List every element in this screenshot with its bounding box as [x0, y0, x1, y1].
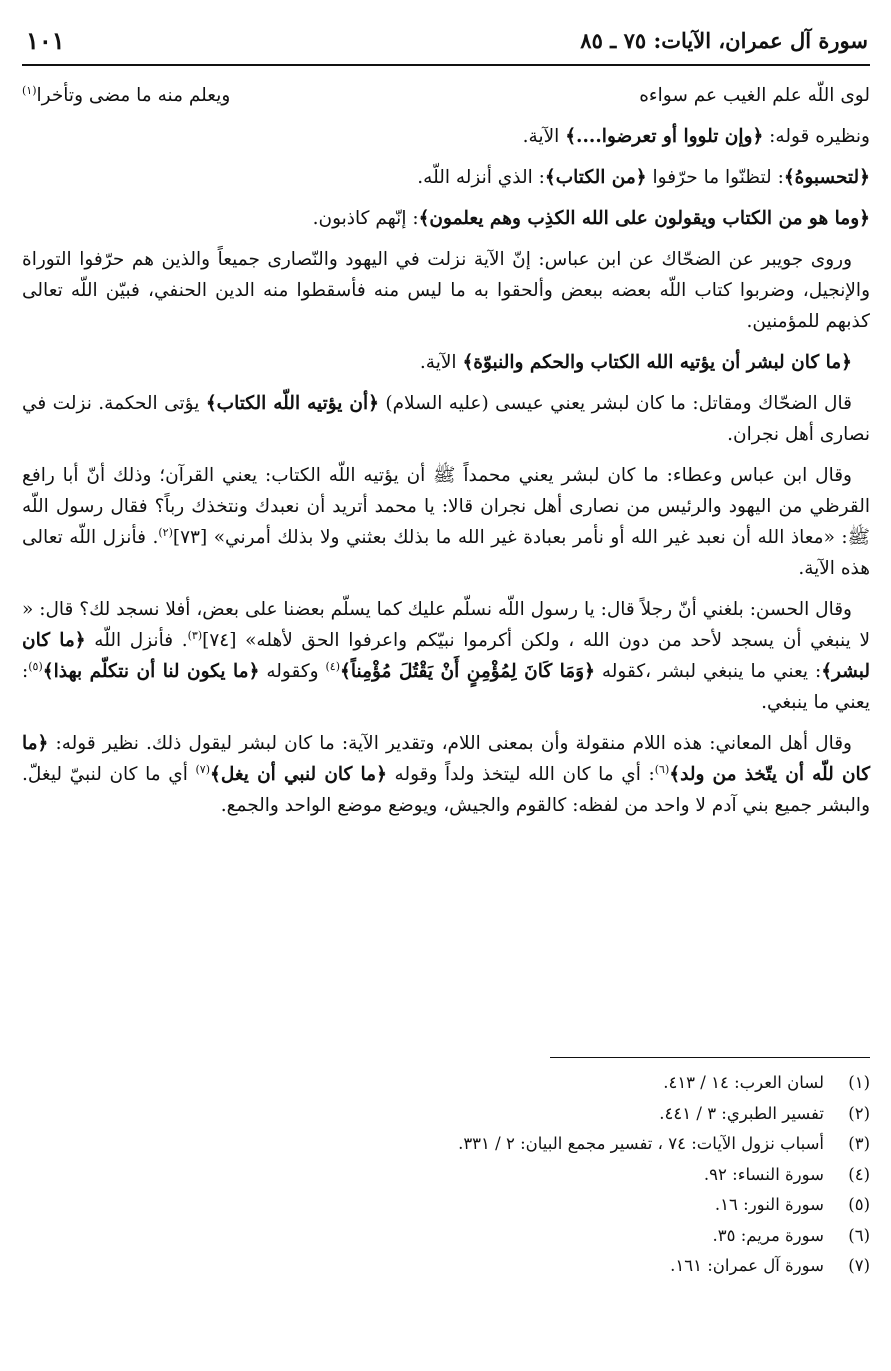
paragraph-text: : يعني ما ينبغي.: [22, 661, 870, 713]
footnote-text: أسباب نزول الآيات: ٧٤ ، تفسير مجمع البيان: ٢ / ٣٣١.: [458, 1134, 824, 1153]
quran-quote: ﴿ما كان للّه أن يتّخذ من ولد﴾: [22, 733, 871, 785]
footnote-item: [22, 1251, 870, 1282]
footnote-text: سورة آل عمران: ١٦١.: [670, 1256, 824, 1275]
quran-quote: ﴿أن يؤتيه اللّه الكتاب﴾: [205, 393, 379, 414]
paragraph-text: وقال ابن عباس وعطاء: ما كان لبشر يعني محمداً ﷺ أن يؤتيه اللّه الكتاب: يعني القرآن؛ وذلك أنّ أبا رافع القرظي من اليهود والرئيس من نصارى أهل نجران قالا: يا محمد أتريد أن نعبدك ونتخذك رباً؟ فقال رسول اللّه ﷺ: «معاذ الله أن نعبد غير الله أو نأمر بعبادة غير الله ما بذلك بعثني ولا بذلك أمرني» [٧٣]: [22, 465, 870, 548]
footnote-number: (٧): [848, 1256, 870, 1275]
paragraph: [22, 121, 870, 152]
paragraph: [22, 594, 870, 718]
paragraph-text: ونظيره قوله:: [763, 126, 870, 147]
paragraph: [22, 244, 870, 337]
paragraph-text: . فأنزل اللّه تعالى هذه الآية.: [22, 527, 870, 579]
paragraph-text: يؤتى الحكمة. نزلت في نصارى أهل نجران.: [22, 393, 870, 445]
footnote-item: [22, 1190, 870, 1221]
footnote-item: [22, 1160, 870, 1191]
footnote-item: [22, 1068, 870, 1099]
paragraph-text: : الذي أنزله اللّه.: [417, 167, 545, 188]
page-header: [22, 22, 870, 66]
footnote-ref: (١): [22, 83, 37, 97]
paragraph: [22, 728, 870, 821]
poetry-verse: [22, 80, 870, 111]
quran-quote: ﴿من الكتاب﴾: [544, 167, 647, 188]
footnote-text: سورة النور: ١٦.: [714, 1195, 824, 1214]
footnote-ref: (٣): [187, 628, 203, 642]
footnote-number: (٦): [848, 1225, 870, 1245]
main-text: [22, 80, 870, 821]
paragraph-text: الآية.: [419, 352, 463, 373]
paragraph-text: . فأنزل اللّه: [85, 630, 188, 651]
paragraph-text: وقال الحسن: بلغني أنّ رجلاً قال: يا رسول اللّه نسلّم عليك كما يسلّم بعضنا على بعض، أفلا نسجد لك؟ قال: « لا ينبغي أن يسجد لأحد من دون الله ، ولكن أكرموا نبيّكم واعرفوا الحق لأهله» [٧٤]: [22, 599, 870, 651]
quran-quote: ﴿ما كان لبشر أن يؤتيه الله الكتاب والحكم والنبوّة﴾: [462, 352, 852, 373]
footnote-item: [22, 1099, 870, 1130]
verse-hemistich-second-text: ويعلم منه ما مضى وتأخرا: [36, 85, 231, 106]
paragraph: [22, 203, 870, 234]
page-title: سورة آل عمران، الآيات: ٧٥ ـ ٨٥: [580, 28, 868, 53]
quran-quote: ﴿وإن تلووا أو تعرضوا....﴾: [565, 126, 764, 147]
footnote-ref: (٦): [654, 762, 670, 776]
paragraph: [22, 162, 870, 193]
quran-quote: ﴿ما كان لنبي أن يغل﴾: [209, 764, 387, 785]
footnote-ref: (٢): [158, 525, 173, 539]
verse-hemistich-second: [22, 80, 230, 111]
footnotes: [22, 1057, 870, 1282]
footnote-divider: [550, 1057, 870, 1058]
paragraph-text: وروى جويبر عن الضحّاك عن ابن عباس: إنّ الآية نزلت في اليهود والنّصارى جميعاً والذين هم حرّفوا التوراة والإنجيل، وضربوا كتاب اللّه بعضه ببعض وألحقوا به ما ليس منه فأسقطوا منه الدين الحنفي، فبيّن اللّه تعالى كذبهم للمؤمنين.: [22, 249, 870, 332]
page-number: ١٠١: [26, 26, 65, 55]
footnote-ref: (٧): [195, 762, 210, 776]
footnote-number: (٤): [848, 1164, 870, 1184]
footnote-list: [22, 1068, 870, 1282]
paragraph: [22, 347, 870, 378]
quran-quote: ﴿وما هو من الكتاب ويقولون على الله الكذِب وهم يعلمون﴾: [418, 208, 870, 229]
paragraph-text: : لتظنّوا ما حرّفوا: [646, 167, 784, 188]
paragraph-text: : إنّهم كاذبون.: [312, 208, 419, 229]
paragraphs: [22, 121, 870, 821]
footnote-ref: (٤): [325, 659, 341, 673]
footnote-text: سورة مريم: ٣٥.: [712, 1225, 824, 1245]
paragraph-text: قال الضحّاك ومقاتل: ما كان لبشر يعني عيسى (عليه السلام): [378, 393, 852, 414]
footnote-text: تفسير الطبري: ٣ / ٤٤١.: [659, 1103, 824, 1123]
footnote-item: [22, 1221, 870, 1252]
footnote-item: [22, 1129, 870, 1160]
footnote-number: (٢): [848, 1103, 870, 1123]
paragraph-text: أي ما كان لنبيّ ليغلّ. والبشر جميع بني آدم لا واحد من لفظه: كالقوم والجيش، ويوضع موضع الواحد والجمع.: [22, 764, 870, 816]
quran-quote: ﴿ما يكون لنا أن نتكلّم بهذا﴾: [42, 661, 260, 682]
paragraph-text: : يعني ما ينبغي لبشر ،كقوله: [594, 661, 822, 682]
page: [22, 22, 871, 1275]
paragraph: [22, 388, 870, 450]
paragraph-text: : أي ما كان الله ليتخذ ولداً وقوله: [386, 764, 655, 785]
quran-quote: ﴿لتحسبوهُ﴾: [783, 167, 870, 188]
footnote-text: لسان العرب: ١٤ / ٤١٣.: [663, 1073, 824, 1092]
quran-quote: ﴿وَمَا كَانَ لِمُؤْمِنٍ أَنْ يَقْتُلَ مُؤْمِناً﴾: [340, 661, 595, 682]
footnote-number: (٣): [848, 1134, 870, 1153]
footnote-number: (٥): [848, 1195, 870, 1214]
quran-quote: ﴿ما كان لبشر﴾: [22, 630, 870, 682]
footnote-number: (١): [848, 1073, 870, 1092]
footnote-text: سورة النساء: ٩٢.: [703, 1164, 824, 1184]
paragraph: [22, 460, 870, 584]
paragraph-text: وكقوله: [259, 661, 326, 682]
footnote-ref: (٥): [28, 659, 43, 673]
paragraph-text: وقال أهل المعاني: هذه اللام منقولة وأن بمعنى اللام، وتقدير الآية: ما كان لبشر ليقول ذلك. نظير قوله:: [48, 733, 852, 754]
verse-hemistich-first: لوى اللّه علم الغيب عم سواءه: [639, 85, 870, 106]
paragraph-text: الآية.: [522, 126, 566, 147]
